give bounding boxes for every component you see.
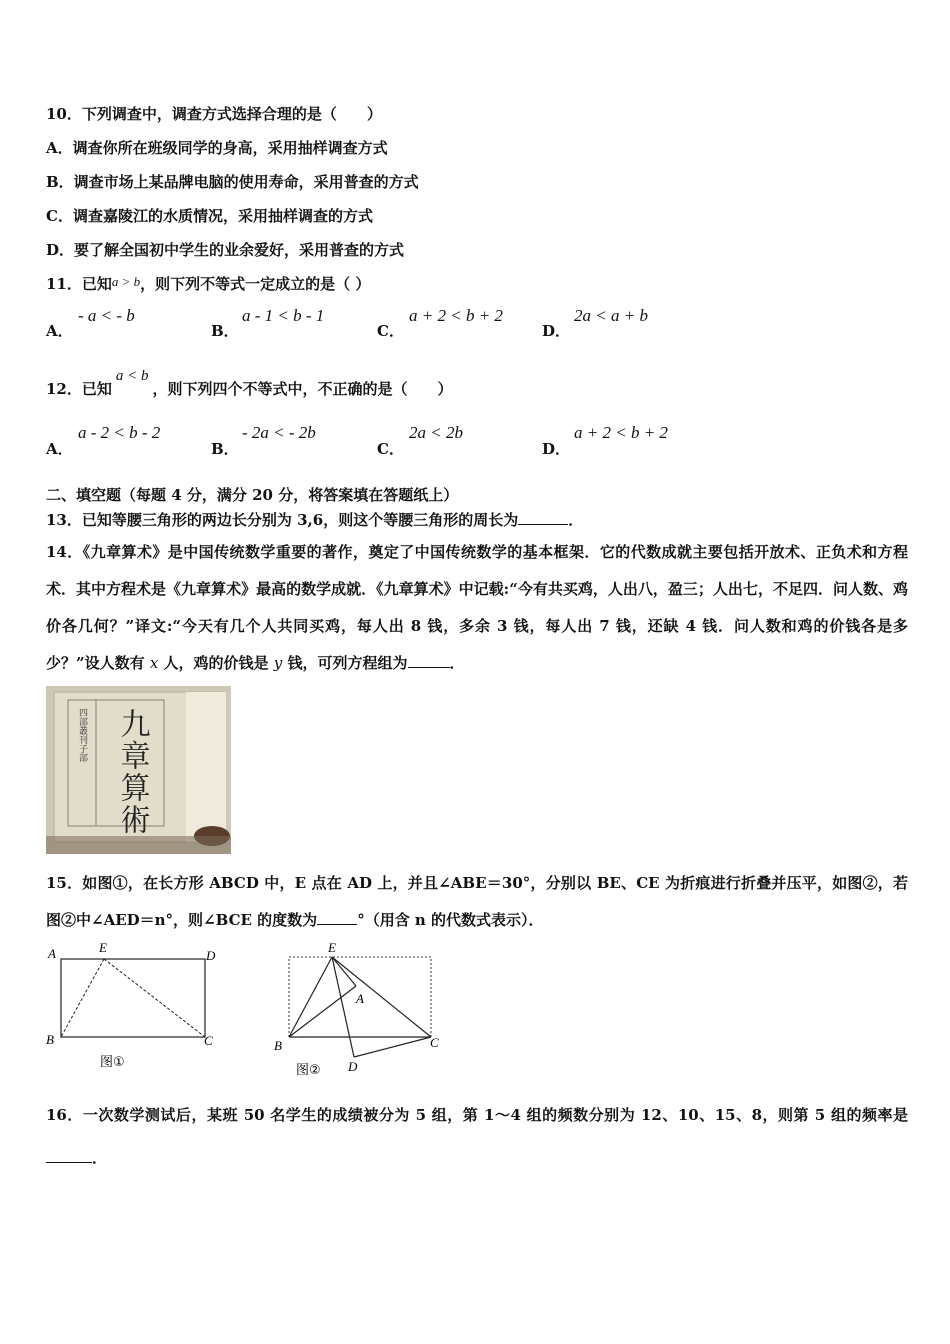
segment-dc <box>354 1037 431 1057</box>
segment-ba <box>289 986 356 1037</box>
q14-tail: ． <box>449 654 465 672</box>
q15-text <box>46 865 908 939</box>
q11-option-c-label: C． <box>377 322 404 340</box>
q13-stem: 13．已知等腰三角形的两边长分别为 3,6，则这个等腰三角形的周长为 <box>46 511 519 529</box>
figure-1 <box>44 938 224 1077</box>
q12-option-a-label: A． <box>46 440 73 458</box>
section2-heading: 二、填空题（每题 4 分，满分 20 分，将答案填在答题纸上） <box>46 486 459 504</box>
fig2-caption: 图② <box>296 1063 321 1078</box>
fig2-label-a: A <box>356 991 364 1006</box>
q12-option-d-math: a + 2 < b + 2 <box>574 423 668 442</box>
figure-1-diagram <box>44 938 224 1073</box>
q13-tail: ． <box>568 511 584 529</box>
q12-option-d-label: D． <box>542 440 571 458</box>
fig1-label-d: D <box>206 948 216 963</box>
q12-stem-prefix: 12．已知 <box>46 380 112 398</box>
q10-stem: 10．下列调查中，调查方式选择合理的是（ ） <box>46 105 382 123</box>
q10-option-d: D．要了解全国初中学生的业余爱好，采用普查的方式 <box>46 241 405 259</box>
segment-ce <box>104 959 205 1037</box>
q15-answer-blank[interactable] <box>317 910 357 925</box>
fig2-label-d: D <box>348 1059 358 1074</box>
q12-stem-math: a < b <box>115 368 149 384</box>
q13-text <box>46 509 583 530</box>
q10-option-b: B．调查市场上某品牌电脑的使用寿命，采用普查的方式 <box>46 173 419 191</box>
book-cover-title: 九章算術 <box>114 708 150 836</box>
fig2-label-c: C <box>430 1035 439 1050</box>
q12-option-c-label: C． <box>377 440 404 458</box>
q14-text-part1: 14．《九章算术》是中国传统数学重要的著作，奠定了中国传统数学的基本框架．它的代数成就主要包括开放术、正负术和方程术．其中方程术是《九章算术》最高的数学成就．《九章算术》中记载:“今有共买鸡，人出八，盈三；人出七，不足四．问人数、鸡价各几何？”译文:“今天有几个人共同买鸡，每人出 8 钱，多余 3 钱，每人出 7 钱，还缺 4 钱．问人数和鸡的价钱各是多少？”设人数有 <box>46 543 908 672</box>
q12-option-b-label: B． <box>211 440 239 458</box>
q14-var-y: y <box>273 654 283 672</box>
q15-text-part1: 15．如图①，在长方形 ABCD 中，E 点在 AD 上，并且∠ABE＝30°，分别以 BE、CE 为折痕进行折叠并压平，如图②，若图②中∠AED＝n°，则∠BCE 的度数为 <box>46 874 908 929</box>
q15-text-part2: °（用含 n 的代数式表示）． <box>357 911 544 929</box>
fig1-label-a: A <box>48 946 56 961</box>
fig1-label-b: B <box>46 1032 54 1047</box>
q11-option-b-label: B． <box>211 322 239 340</box>
fig1-caption: 图① <box>100 1055 125 1070</box>
fig1-label-e: E <box>99 940 107 955</box>
q11-stem-math: a > b <box>111 274 141 289</box>
q12-option-b-math: - 2a < - 2b <box>242 423 316 442</box>
segment-be <box>61 959 104 1037</box>
q11-option-a-label: A． <box>46 322 73 340</box>
figure-2-diagram <box>270 938 450 1083</box>
q11-option-c-math: a + 2 < b + 2 <box>409 306 503 325</box>
jiuzhang-book-photo <box>46 686 231 854</box>
q16-text <box>46 1094 908 1180</box>
q14-text-part3: 钱，可列方程组为 <box>282 654 408 672</box>
rect-abcd <box>61 959 205 1037</box>
q16-stem: 16．一次数学测试后，某班 50 名学生的成绩被分为 5 组，第 1～4 组的频数分别为 12、10、15、8，则第 5 组的频率是 <box>46 1106 908 1124</box>
q12-stem-suffix: ，则下列四个不等式中，不正确的是（ ） <box>152 380 453 398</box>
scroll-paper <box>186 692 226 842</box>
q16-answer-blank[interactable] <box>46 1148 92 1163</box>
figure-2 <box>270 938 450 1087</box>
q14-var-x: x <box>149 654 159 672</box>
q11-stem-prefix: 11．已知 <box>46 275 112 293</box>
q10-option-a: A．调查你所在班级同学的身高，采用抽样调查方式 <box>46 139 388 157</box>
q11-option-d-math: 2a < a + b <box>574 306 648 325</box>
photo-shadow <box>46 836 231 854</box>
q12-option-a-math: a - 2 < b - 2 <box>78 423 161 442</box>
q12-stem <box>46 368 453 399</box>
q11-stem <box>46 273 370 294</box>
book-photo-graphic <box>46 686 231 854</box>
q14-text-part2: 人，鸡的价钱是 <box>158 654 274 672</box>
q14-text <box>46 534 908 682</box>
fig2-label-b: B <box>274 1038 282 1053</box>
segment-be <box>289 957 332 1037</box>
q14-answer-blank[interactable] <box>408 653 450 668</box>
q11-option-a-math: - a < - b <box>78 306 135 325</box>
q11-option-b-math: a - 1 < b - 1 <box>242 306 325 325</box>
fig1-label-c: C <box>204 1033 213 1048</box>
book-side-text: 四部叢刊子部 <box>77 708 87 762</box>
q16-tail: ． <box>92 1149 108 1167</box>
q13-answer-blank[interactable] <box>518 510 568 525</box>
q10-option-c: C．调查嘉陵江的水质情况，采用抽样调查的方式 <box>46 207 373 225</box>
q12-option-c-math: 2a < 2b <box>409 423 463 442</box>
q11-stem-suffix: ，则下列不等式一定成立的是（ ） <box>140 275 371 293</box>
q11-option-d-label: D． <box>542 322 571 340</box>
fig2-label-e: E <box>328 940 336 955</box>
